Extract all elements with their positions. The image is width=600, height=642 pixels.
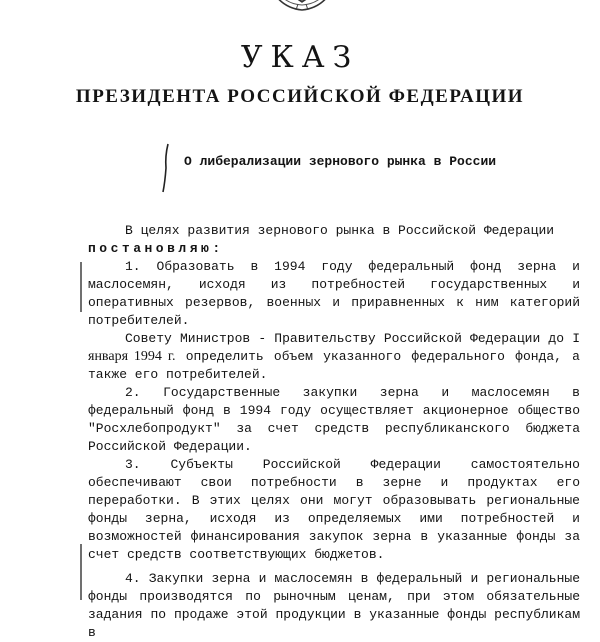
decree-body — [88, 222, 580, 642]
item-1-note — [88, 330, 580, 384]
margin-mark-1 — [78, 262, 84, 312]
item-2: 2. Государственные закупки зерна и маслосемян в федеральный фонд в 1994 году осуществляет акционерное общество "Росхлебопродукт" за счет средств республиканского бюджета Российской Федерации. — [88, 385, 580, 454]
item-1: 1. Образовать в 1994 году федеральный фонд зерна и маслосемян, исходя из потребностей государственных и оперативных резервов, военных и приравненных к ним категорий потребителей. — [88, 259, 580, 328]
item-4: 4. Закупки зерна и маслосемян в федеральный и региональные фонды производятся по рыночным ценам, при этом обязательные задания по продаже этой продукции в указанные фонды республикам в — [88, 571, 580, 640]
title-bracket-mark — [160, 142, 174, 194]
margin-mark-2 — [78, 544, 84, 600]
item-1-note-date: января 1994 г. — [88, 349, 176, 364]
coat-of-arms-emblem — [262, 0, 342, 16]
item-1-note-c: определить объем указанного федерального фонда, а также его потребителей. — [88, 349, 580, 382]
decree-title-block — [160, 142, 580, 202]
document-subtitle: ПРЕЗИДЕНТА РОССИЙСКОЙ ФЕДЕРАЦИИ — [75, 86, 525, 107]
item-3: 3. Субъекты Российской Федерации самостоятельно обеспечивают свои потребности в зерне и продуктах его переработки. В этих целях они могут образовывать региональные фонды зерна, исходя из определяемых ими потребностей и возможностей финансирования закупок зерна в указанные фонды за счет средств соответствующих бюджетов. — [88, 457, 580, 562]
decree-word: постановляю: — [88, 241, 224, 256]
item-1-note-a: Совету Министров - Правительству Российской Федерации до I — [125, 331, 580, 346]
document-title: УКАЗ — [240, 40, 360, 75]
decree-title: О либерализации зернового рынка в России — [184, 154, 497, 169]
preamble-text: В целях развития зернового рынка в Российской Федерации — [125, 223, 555, 238]
